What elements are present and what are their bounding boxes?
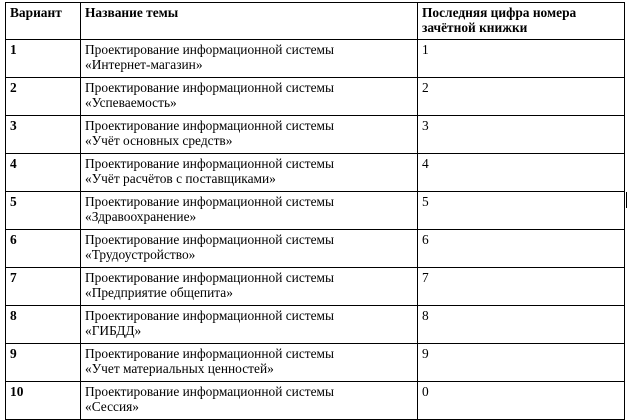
- topic-line1: Проектирование информационной системы: [85, 118, 335, 133]
- topic-line2: «Трудоустройство»: [85, 246, 196, 262]
- digit-cell: 7: [418, 268, 625, 306]
- header-variant: Вариант: [6, 3, 81, 40]
- variant-cell: 5: [6, 192, 81, 230]
- topic-line2: «Учет материальных ценностей»: [85, 360, 274, 376]
- header-row: [6, 3, 625, 40]
- topic-line1: Проектирование информационной системы: [85, 270, 335, 285]
- digit-cell: 5: [418, 192, 625, 230]
- header-topic: Название темы: [81, 3, 418, 40]
- variant-cell: 2: [6, 78, 81, 116]
- digit-cell: 4: [418, 154, 625, 192]
- digit-cell: 6: [418, 230, 625, 268]
- topic-cell: [81, 78, 418, 116]
- topic-line2: «Интернет-магазин»: [85, 56, 203, 72]
- topic-cell: [81, 230, 418, 268]
- topic-line1: Проектирование информационной системы: [85, 156, 335, 171]
- topic-line2: «Здравоохранение»: [85, 208, 197, 224]
- topic-cell: [81, 192, 418, 230]
- topic-cell: [81, 40, 418, 78]
- digit-cell: 9: [418, 344, 625, 382]
- topic-line2: «ГИБДД»: [85, 322, 142, 338]
- topic-cell: [81, 382, 418, 420]
- topic-line2: «Успеваемость»: [85, 94, 177, 110]
- digit-cell: 3: [418, 116, 625, 154]
- topic-line2: «Учёт основных средств»: [85, 132, 233, 148]
- table-row: [6, 192, 625, 230]
- table-row: [6, 78, 625, 116]
- table-row: [6, 344, 625, 382]
- topic-line2: «Сессия»: [85, 398, 139, 414]
- table-row: [6, 268, 625, 306]
- topic-cell: [81, 154, 418, 192]
- variant-cell: 8: [6, 306, 81, 344]
- topic-line2: «Предприятие общепита»: [85, 284, 233, 300]
- digit-cell: 1: [418, 40, 625, 78]
- variant-cell: 1: [6, 40, 81, 78]
- digit-cell: 8: [418, 306, 625, 344]
- table-row: [6, 116, 625, 154]
- table-row: [6, 230, 625, 268]
- topic-cell: [81, 268, 418, 306]
- variants-table: [5, 2, 625, 420]
- table-row: [6, 382, 625, 420]
- table-row: [6, 40, 625, 78]
- variant-cell: 3: [6, 116, 81, 154]
- table-row: [6, 154, 625, 192]
- table-row: [6, 306, 625, 344]
- digit-cell: 2: [418, 78, 625, 116]
- topic-line1: Проектирование информационной системы: [85, 308, 335, 323]
- topic-line1: Проектирование информационной системы: [85, 346, 335, 361]
- topic-cell: [81, 116, 418, 154]
- digit-cell: 0: [418, 382, 625, 420]
- topic-line1: Проектирование информационной системы: [85, 232, 335, 247]
- variant-cell: 9: [6, 344, 81, 382]
- topic-cell: [81, 306, 418, 344]
- topic-line2: «Учёт расчётов с поставщиками»: [85, 170, 276, 186]
- topic-line1: Проектирование информационной системы: [85, 384, 335, 399]
- header-digit: Последняя цифра номера зачётной книжки: [418, 3, 625, 40]
- topic-cell: [81, 344, 418, 382]
- variant-cell: 10: [6, 382, 81, 420]
- topic-line1: Проектирование информационной системы: [85, 42, 335, 57]
- variant-cell: 4: [6, 154, 81, 192]
- variant-cell: 6: [6, 230, 81, 268]
- topic-line1: Проектирование информационной системы: [85, 194, 335, 209]
- variant-cell: 7: [6, 268, 81, 306]
- text-cursor: [626, 192, 627, 208]
- topic-line1: Проектирование информационной системы: [85, 80, 335, 95]
